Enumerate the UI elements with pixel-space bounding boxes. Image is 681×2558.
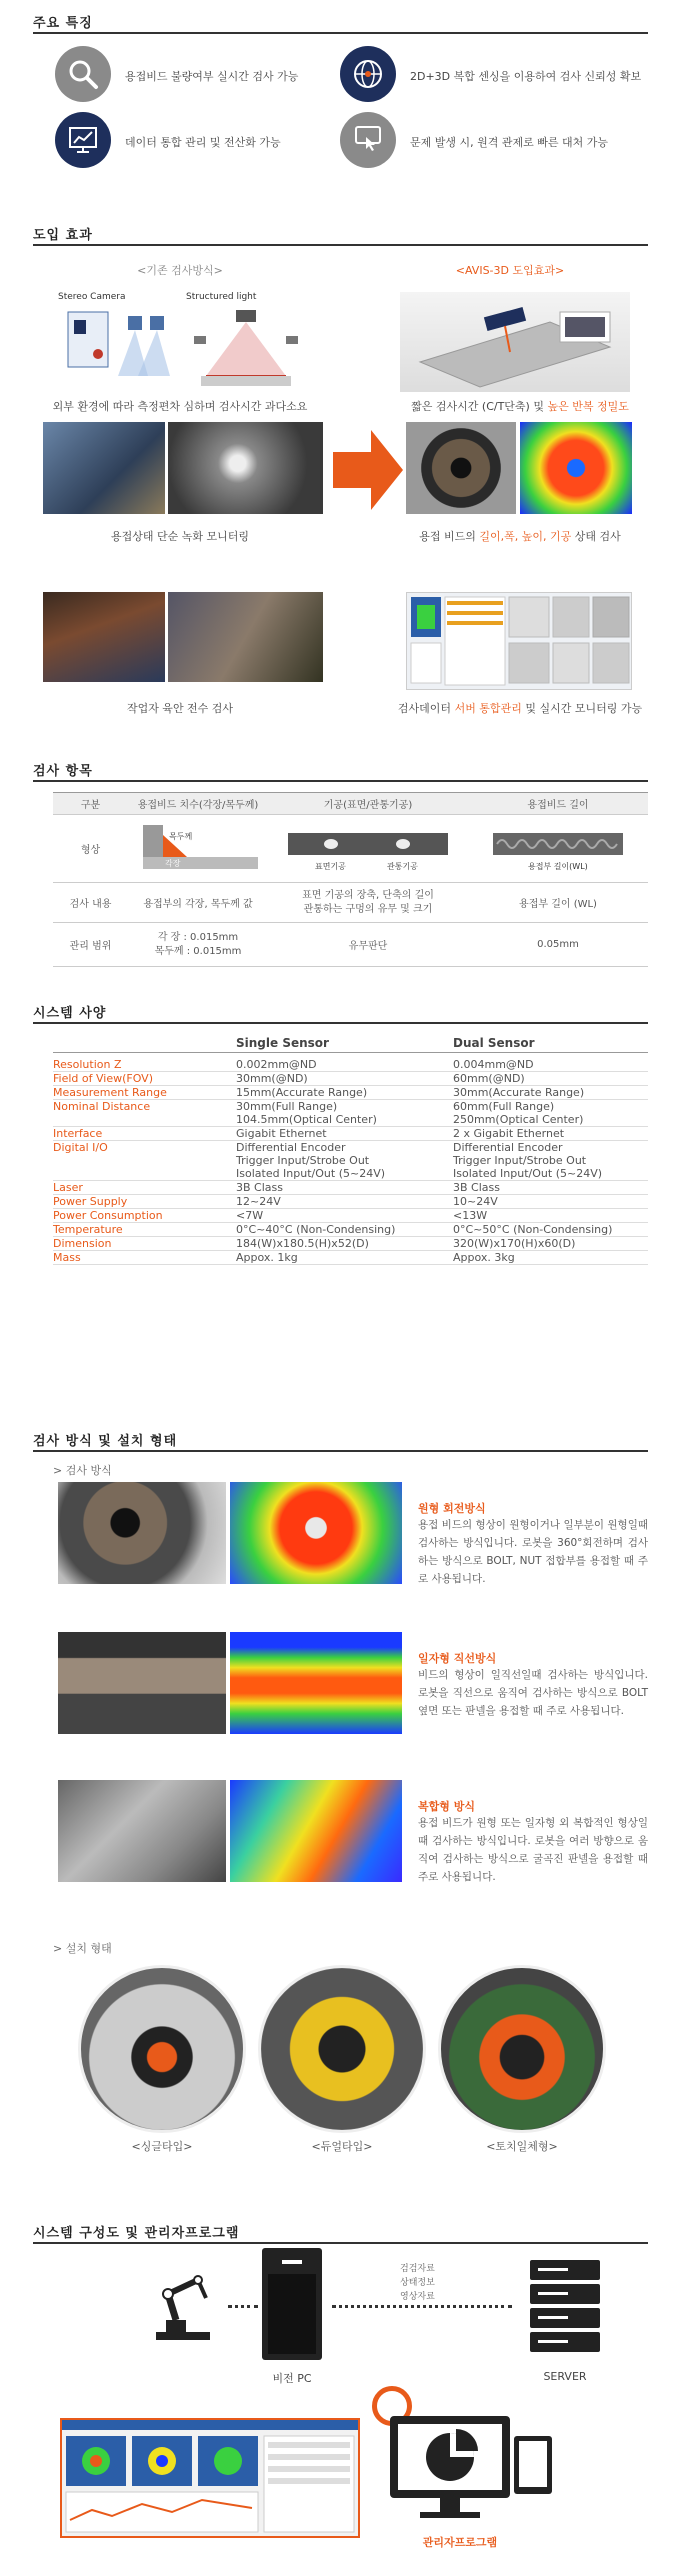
inspection-cell: 용접부의 각장, 목두께 값 <box>128 883 268 923</box>
range-throat: 목두께 : 0.015mm <box>154 945 242 957</box>
specs-divider <box>33 1022 648 1024</box>
structured-light-label: Structured light <box>186 292 257 302</box>
inspection-cell: 0.05mm <box>468 923 648 967</box>
method-heatmap-circular <box>230 1482 402 1584</box>
spec-single-value: Appox. 1kg <box>236 1251 298 1264</box>
spec-label: Digital I/O <box>53 1141 108 1154</box>
robot-arm-icon <box>148 2262 218 2344</box>
spec-dual-value: 0°C~50°C (Non-Condensing) <box>453 1223 613 1236</box>
spec-row <box>53 1223 648 1237</box>
after-caption-2-text-c: 상태 검사 <box>571 530 621 543</box>
spec-row <box>53 1195 648 1209</box>
spec-label: Temperature <box>53 1223 123 1236</box>
flow-label: 상태정보 <box>400 2278 435 2288</box>
spec-label: Power Consumption <box>53 1209 163 1222</box>
inspection-header: 구분 <box>53 793 128 815</box>
inspection-divider <box>33 780 648 782</box>
inspection-table <box>53 792 648 967</box>
spec-single-value: 104.5mm(Optical Center) <box>236 1113 377 1126</box>
install-subtitle: > 설치 형태 <box>53 1942 112 1955</box>
arrow-right-icon <box>333 430 403 510</box>
after-caption-1 <box>390 398 650 414</box>
admin-program-screenshot <box>60 2418 360 2538</box>
spec-row <box>53 1072 648 1086</box>
before-photo-welding-2 <box>168 422 323 514</box>
feature-text-3: 데이터 통합 관리 및 전산화 가능 <box>125 136 281 149</box>
method-title-circular: 원형 회전방식 <box>418 1502 486 1515</box>
inspection-cell: 용접부 길이 (WL) <box>468 883 648 923</box>
chart-monitor-icon <box>55 112 111 168</box>
pc-slot <box>282 2260 302 2264</box>
flow-label: 영상자료 <box>400 2292 435 2302</box>
after-caption-3-highlight: 서버 통합관리 <box>454 702 522 715</box>
server-icon <box>520 2256 610 2356</box>
inspection-cell: 유무판단 <box>268 923 468 967</box>
after-caption-1-highlight: 높은 반복 정밀도 <box>547 400 629 413</box>
structured-light-diagram <box>186 292 306 392</box>
spec-row <box>53 1127 648 1141</box>
stereo-camera-diagram <box>58 292 178 392</box>
spec-single-value: 0°C~40°C (Non-Condensing) <box>236 1223 396 1236</box>
spec-row <box>53 1209 648 1223</box>
spec-label: Measurement Range <box>53 1086 167 1099</box>
install-photo-dual <box>258 1965 426 2133</box>
inspection-content-row <box>53 883 648 923</box>
inspection-range-row <box>53 923 648 967</box>
after-caption-2-highlight: 길이,폭, 높이, 기공 <box>479 530 572 543</box>
feature-text-2: 2D+3D 복합 센싱을 이용하여 검사 신뢰성 확보 <box>410 70 642 83</box>
monitoring-software-screenshot <box>406 592 632 690</box>
before-photo-welding-1 <box>43 422 165 514</box>
method-photo-linear <box>58 1632 226 1734</box>
spec-row <box>53 1058 648 1072</box>
admin-monitor-icon <box>386 2412 556 2528</box>
specs-title: 시스템 사양 <box>33 1006 107 1021</box>
feature-text-1: 용접비드 불량여부 실시간 검사 가능 <box>125 70 299 83</box>
spec-single-value: Differential Encoder <box>236 1141 346 1154</box>
effects-divider <box>33 244 648 246</box>
magnifier-icon <box>55 46 111 102</box>
pore-diagram <box>268 815 468 883</box>
before-caption-2: 용접상태 단순 녹화 모니터링 <box>110 530 249 543</box>
surface-pore-label: 표면기공 <box>315 861 346 871</box>
inspection-header: 용접비드 치수(각장/목두께) <box>128 793 268 815</box>
before-photo-worker-2 <box>168 592 323 682</box>
feature-text-4: 문제 발생 시, 원격 관제로 빠른 대처 가능 <box>410 136 608 149</box>
spec-row <box>53 1237 648 1251</box>
admin-program-label: 관리자프로그램 <box>422 2536 498 2549</box>
throat-label: 목두께 <box>169 831 193 841</box>
after-photo-nut <box>406 422 516 514</box>
spec-single-value: 15mm(Accurate Range) <box>236 1086 368 1099</box>
system-divider <box>33 2242 648 2244</box>
vision-pc-label: 비전 PC <box>272 2372 312 2385</box>
spec-single-value: 12~24V <box>236 1195 281 1208</box>
spec-single-value: Isolated Input/Out (5~24V) <box>236 1167 386 1180</box>
after-photo-heatmap <box>520 422 632 514</box>
throat-leg-diagram <box>128 815 268 883</box>
spec-header-sep <box>53 1052 648 1053</box>
spec-single-value: 184(W)x180.5(H)x52(D) <box>236 1237 369 1250</box>
spec-dual-value: 250mm(Optical Center) <box>453 1113 584 1126</box>
avis-3d-render <box>400 292 630 392</box>
leg-label: 각장 <box>165 858 181 868</box>
method-photo-complex <box>58 1780 226 1882</box>
methods-divider <box>33 1450 648 1452</box>
after-caption-3-text-a: 검사데이터 <box>397 702 455 715</box>
method-title-complex: 복합형 방식 <box>418 1800 475 1813</box>
method-desc-circular: 용접 비드의 형상이 원형이거나 일부분이 원형일때 검사하는 방식입니다. 로봇을 360°회전하며 검사하는 방식으로 BOLT, NUT 접합부를 용접할 때 주로 사용됩니다. <box>418 1519 648 1585</box>
spec-single-value: 0.002mm@ND <box>236 1058 317 1071</box>
spec-single-value: Trigger Input/Strobe Out <box>236 1154 370 1167</box>
stereo-camera-label: Stereo Camera <box>58 292 126 302</box>
spec-dual-value: 320(W)x170(H)x60(D) <box>453 1237 576 1250</box>
inspection-header-row <box>53 793 648 815</box>
spec-single-value: Gigabit Ethernet <box>236 1127 327 1140</box>
before-caption-1: 외부 환경에 따라 측정편차 심하며 검사시간 과다소요 <box>52 400 308 413</box>
spec-dual-value: Trigger Input/Strobe Out <box>453 1154 587 1167</box>
spec-single-value: 30mm(@ND) <box>236 1072 308 1085</box>
spec-col-dual: Dual Sensor <box>453 1036 535 1050</box>
spec-label: Nominal Distance <box>53 1100 151 1113</box>
inspection-row-label: 검사 내용 <box>53 883 128 923</box>
after-caption-2-text-a: 용접 비드의 <box>419 530 480 543</box>
install-photo-single <box>78 1965 246 2133</box>
install-caption-torch: <토치일체형> <box>486 2140 558 2153</box>
features-title: 주요 특징 <box>33 16 93 31</box>
method-photo-circular <box>58 1482 226 1584</box>
spec-dual-value: 60mm(Full Range) <box>453 1100 555 1113</box>
weld-length-diagram <box>468 815 648 883</box>
spec-dual-value: 2 x Gigabit Ethernet <box>453 1127 565 1140</box>
spec-single-value: 30mm(Full Range) <box>236 1100 338 1113</box>
before-caption-3: 작업자 육안 전수 검사 <box>126 702 234 715</box>
after-label: <AVIS-3D 도입효과> <box>455 264 565 277</box>
spec-row <box>53 1141 648 1181</box>
inspection-header: 용접비드 길이 <box>468 793 648 815</box>
features-divider <box>33 32 648 34</box>
spec-single-value: 3B Class <box>236 1181 283 1194</box>
spec-label: Laser <box>53 1181 83 1194</box>
spec-dual-value: 60mm(@ND) <box>453 1072 525 1085</box>
install-caption-single: <싱글타입> <box>131 2140 193 2153</box>
after-caption-1-text: 짧은 검사시간 (C/T단축) 및 <box>411 400 548 413</box>
spec-row <box>53 1181 648 1195</box>
method-heatmap-complex <box>230 1780 402 1882</box>
before-label: <기존 검사방식> <box>137 264 223 277</box>
inspection-cell <box>128 923 268 967</box>
pc-panel <box>268 2274 316 2354</box>
hand-pointer-icon <box>340 112 396 168</box>
method-desc-complex: 용접 비드가 원형 또는 일자형 외 복합적인 형상일 때 검사하는 방식입니다. 로봇을 여러 방향으로 움직여 검사하는 방식으로 굴곡진 판넬을 용접할 때 주로 사용됩니다. <box>418 1817 648 1883</box>
method-heatmap-linear <box>230 1632 402 1734</box>
spec-row <box>53 1086 648 1100</box>
inspection-title: 검사 항목 <box>33 764 93 779</box>
after-caption-3-text-c: 및 실시간 모니터링 가능 <box>521 702 643 715</box>
flow-dots-2 <box>332 2305 512 2308</box>
globe-target-icon <box>340 46 396 102</box>
inspection-shape-row <box>53 815 648 883</box>
effects-title: 도입 효과 <box>33 228 93 243</box>
spec-label: Field of View(FOV) <box>53 1072 153 1085</box>
inspection-row-label: 관리 범위 <box>53 923 128 967</box>
spec-label: Mass <box>53 1251 81 1264</box>
spec-label: Interface <box>53 1127 103 1140</box>
flow-labels <box>400 2262 435 2304</box>
flow-label: 검검자료 <box>400 2264 435 2274</box>
weld-length-label: 용접부 길이(WL) <box>528 861 588 871</box>
install-caption-dual: <듀얼타입> <box>311 2140 373 2153</box>
spec-dual-value: 0.004mm@ND <box>453 1058 534 1071</box>
server-label: SERVER <box>543 2370 587 2383</box>
spec-dual-value: Differential Encoder <box>453 1141 563 1154</box>
flow-dots-1 <box>228 2305 258 2308</box>
method-desc-linear: 비드의 형상이 일직선일때 검사하는 방식입니다. 로봇을 직선으로 움직여 검사하는 방식으로 BOLT 옆면 또는 판넬을 용접할 때 주로 사용됩니다. <box>418 1669 648 1717</box>
spec-label: Dimension <box>53 1237 112 1250</box>
method-subtitle: > 검사 방식 <box>53 1464 112 1477</box>
inspection-header: 기공(표면/관통기공) <box>268 793 468 815</box>
spec-dual-value: Isolated Input/Out (5~24V) <box>453 1167 603 1180</box>
methods-title: 검사 방식 및 설치 형태 <box>33 1434 178 1449</box>
spec-dual-value: <13W <box>453 1209 488 1222</box>
system-title: 시스템 구성도 및 관리자프로그램 <box>33 2226 240 2241</box>
range-leg: 각 장 : 0.015mm <box>157 931 239 943</box>
before-photo-worker-1 <box>43 592 165 682</box>
install-photo-torch <box>438 1965 606 2133</box>
spec-single-value: <7W <box>236 1209 264 1222</box>
vision-pc-icon <box>262 2248 322 2360</box>
spec-dual-value: 30mm(Accurate Range) <box>453 1086 585 1099</box>
through-pore-label: 관통기공 <box>387 861 418 871</box>
spec-row <box>53 1251 648 1265</box>
after-caption-3 <box>390 700 650 716</box>
spec-label: Resolution Z <box>53 1058 122 1071</box>
spec-dual-value: 10~24V <box>453 1195 498 1208</box>
after-caption-2 <box>390 528 650 544</box>
spec-row <box>53 1100 648 1127</box>
inspection-cell: 표면 기공의 장축, 단축의 길이 관통하는 구멍의 유무 및 크기 <box>268 883 468 923</box>
spec-label: Power Supply <box>53 1195 128 1208</box>
method-title-linear: 일자형 직선방식 <box>418 1652 497 1665</box>
spec-dual-value: 3B Class <box>453 1181 500 1194</box>
inspection-row-label: 형상 <box>53 815 128 883</box>
spec-dual-value: Appox. 3kg <box>453 1251 515 1264</box>
spec-col-single: Single Sensor <box>236 1036 329 1050</box>
spec-row-sep <box>53 1264 648 1265</box>
